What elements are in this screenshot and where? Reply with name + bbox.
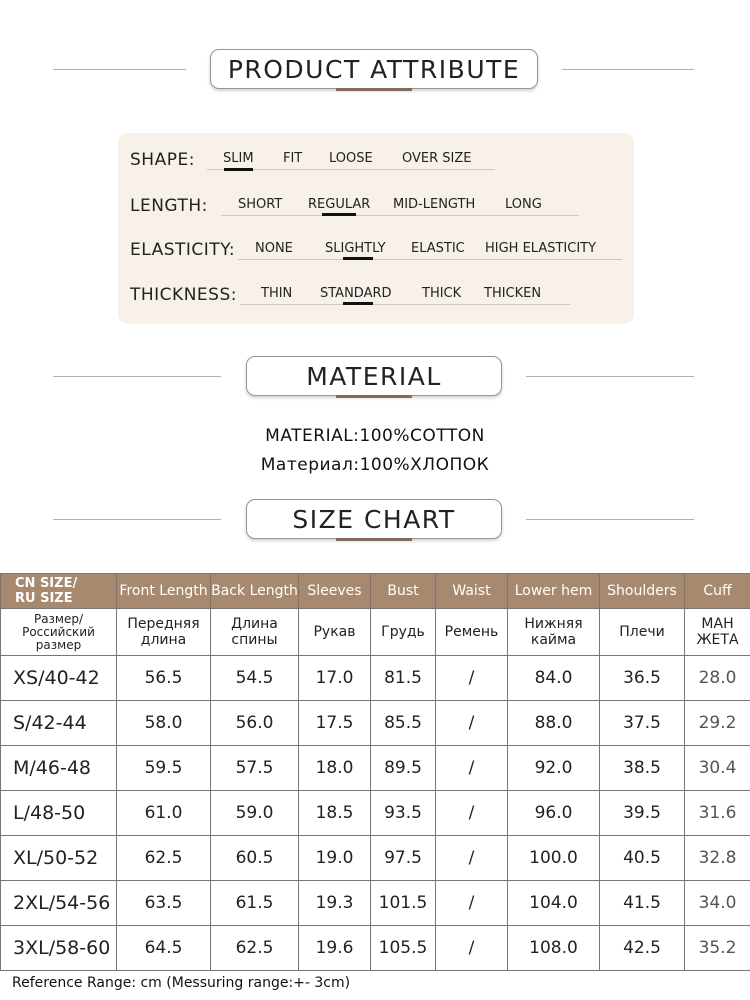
measurement-cell: 104.0 [508, 881, 600, 926]
heading-accent [336, 395, 412, 398]
length-option-mid-length: MID-LENGTH [393, 197, 476, 212]
heading-rule-right [526, 376, 694, 377]
measurement-cell: 58.0 [117, 701, 211, 746]
measurement-cell: 40.5 [600, 836, 685, 881]
heading-accent [336, 538, 412, 541]
measurement-cell: 88.0 [508, 701, 600, 746]
length-option-long: LONG [505, 197, 542, 212]
measurement-cell: 81.5 [371, 656, 436, 701]
reference-range-note: Reference Range: cm (Messuring range:+- 3cm) [12, 975, 351, 991]
measurement-cell: 89.5 [371, 746, 436, 791]
heading-rule-right [562, 69, 694, 70]
material-title: MATERIAL [306, 361, 442, 391]
measurement-cell: 54.5 [211, 656, 299, 701]
size-label-cell: XL/50-52 [1, 836, 117, 881]
measurement-cell: 92.0 [508, 746, 600, 791]
heading-rule-right [526, 519, 694, 520]
heading-accent [336, 88, 412, 91]
length-option-regular: REGULAR [308, 197, 371, 212]
measurement-cell: 96.0 [508, 791, 600, 836]
measurement-cell: / [436, 836, 508, 881]
measurement-cell: / [436, 701, 508, 746]
header-en-cell: Front Length [117, 574, 211, 609]
header-ru-cell: МАН ЖЕТА [685, 609, 750, 656]
header-en-cell: Shoulders [600, 574, 685, 609]
measurement-cell: 84.0 [508, 656, 600, 701]
product-attribute-title: PRODUCT ATTRIBUTE [227, 54, 521, 84]
measurement-cell: / [436, 746, 508, 791]
table-row [1, 881, 750, 926]
measurement-cell: / [436, 881, 508, 926]
header-ru-cell: Длина спины [211, 609, 299, 656]
measurement-cell: 39.5 [600, 791, 685, 836]
elasticity-option-elastic: ELASTIC [411, 241, 465, 256]
elasticity-option-none: NONE [255, 241, 293, 256]
table-header-en [1, 574, 750, 609]
header-en-cell: Back Length [211, 574, 299, 609]
thickness-rule [240, 304, 570, 305]
product-attribute-heading [210, 49, 538, 89]
measurement-cell: 31.6 [685, 791, 750, 836]
measurement-cell: / [436, 791, 508, 836]
measurement-cell: 61.5 [211, 881, 299, 926]
elasticity-option-high-elasticity: HIGH ELASTICITY [485, 241, 597, 256]
length-option-short: SHORT [238, 197, 283, 212]
header-en-cell: Waist [436, 574, 508, 609]
table-row [1, 656, 750, 701]
measurement-cell: 19.3 [299, 881, 371, 926]
material-en: MATERIAL:100%COTTON [265, 426, 485, 446]
size-chart-title: SIZE CHART [292, 504, 456, 534]
thickness-selected-marker [343, 302, 373, 305]
table-row [1, 836, 750, 881]
measurement-cell: 35.2 [685, 926, 750, 971]
measurement-cell: 101.5 [371, 881, 436, 926]
elasticity-label: ELASTICITY: [130, 240, 236, 260]
measurement-cell: 100.0 [508, 836, 600, 881]
measurement-cell: 59.0 [211, 791, 299, 836]
measurement-cell: 64.5 [117, 926, 211, 971]
measurement-cell: / [436, 926, 508, 971]
thickness-label: THICKNESS: [130, 285, 237, 305]
header-en-cell: Bust [371, 574, 436, 609]
header-ru-cell: Ремень [436, 609, 508, 656]
measurement-cell: 56.0 [211, 701, 299, 746]
header-ru-cell: Передняя длина [117, 609, 211, 656]
thickness-option-thin: THIN [261, 286, 293, 301]
size-label-cell: L/48-50 [1, 791, 117, 836]
length-selected-marker [322, 213, 356, 216]
size-chart-table [0, 573, 750, 971]
measurement-cell: / [436, 656, 508, 701]
shape-option-fit: FIT [283, 151, 303, 166]
header-ru-cell: Плечи [600, 609, 685, 656]
material-ru: Материал:100%ХЛОПОК [260, 455, 490, 475]
measurement-cell: 38.5 [600, 746, 685, 791]
length-rule [221, 215, 579, 216]
measurement-cell: 105.5 [371, 926, 436, 971]
measurement-cell: 18.5 [299, 791, 371, 836]
measurement-cell: 42.5 [600, 926, 685, 971]
thickness-option-standard: STANDARD [320, 286, 392, 301]
header-ru-cell: Нижняя кайма [508, 609, 600, 656]
measurement-cell: 62.5 [211, 926, 299, 971]
measurement-cell: 19.6 [299, 926, 371, 971]
measurement-cell: 85.5 [371, 701, 436, 746]
size-label-cell: 3XL/58-60 [1, 926, 117, 971]
measurement-cell: 17.0 [299, 656, 371, 701]
elasticity-selected-marker [343, 257, 373, 260]
measurement-cell: 28.0 [685, 656, 750, 701]
measurement-cell: 60.5 [211, 836, 299, 881]
size-label-cell: S/42-44 [1, 701, 117, 746]
header-en-cell: CN SIZE/ RU SIZE [1, 574, 117, 609]
shape-selected-marker [224, 168, 253, 171]
measurement-cell: 59.5 [117, 746, 211, 791]
heading-rule-left [53, 519, 221, 520]
size-label-cell: XS/40-42 [1, 656, 117, 701]
header-ru-cell: Рукав [299, 609, 371, 656]
measurement-cell: 57.5 [211, 746, 299, 791]
measurement-cell: 30.4 [685, 746, 750, 791]
table-row [1, 791, 750, 836]
header-en-cell: Cuff [685, 574, 750, 609]
table-header-ru [1, 609, 750, 656]
measurement-cell: 17.5 [299, 701, 371, 746]
material-heading [246, 356, 502, 396]
measurement-cell: 97.5 [371, 836, 436, 881]
elasticity-rule [238, 259, 622, 260]
measurement-cell: 19.0 [299, 836, 371, 881]
header-ru-cell: Размер/ Российский размер [1, 609, 117, 656]
header-en-cell: Lower hem [508, 574, 600, 609]
table-row [1, 926, 750, 971]
measurement-cell: 36.5 [600, 656, 685, 701]
measurement-cell: 63.5 [117, 881, 211, 926]
measurement-cell: 18.0 [299, 746, 371, 791]
thickness-option-thick: THICK [422, 286, 462, 301]
table-row [1, 701, 750, 746]
measurement-cell: 32.8 [685, 836, 750, 881]
length-label: LENGTH: [130, 196, 208, 216]
shape-label: SHAPE: [130, 150, 195, 170]
shape-option-loose: LOOSE [329, 151, 373, 166]
measurement-cell: 41.5 [600, 881, 685, 926]
header-en-cell: Sleeves [299, 574, 371, 609]
thickness-option-thicken: THICKEN [484, 286, 542, 301]
heading-rule-left [53, 69, 186, 70]
elasticity-option-slightly: SLIGHTLY [325, 241, 386, 256]
size-label-cell: 2XL/54-56 [1, 881, 117, 926]
size-chart-heading [246, 499, 502, 539]
measurement-cell: 34.0 [685, 881, 750, 926]
heading-rule-left [53, 376, 221, 377]
size-label-cell: M/46-48 [1, 746, 117, 791]
measurement-cell: 108.0 [508, 926, 600, 971]
shape-option-over-size: OVER SIZE [402, 151, 472, 166]
table-row [1, 746, 750, 791]
shape-option-slim: SLIM [223, 151, 254, 166]
measurement-cell: 37.5 [600, 701, 685, 746]
header-ru-cell: Грудь [371, 609, 436, 656]
measurement-cell: 93.5 [371, 791, 436, 836]
measurement-cell: 62.5 [117, 836, 211, 881]
measurement-cell: 61.0 [117, 791, 211, 836]
measurement-cell: 29.2 [685, 701, 750, 746]
measurement-cell: 56.5 [117, 656, 211, 701]
